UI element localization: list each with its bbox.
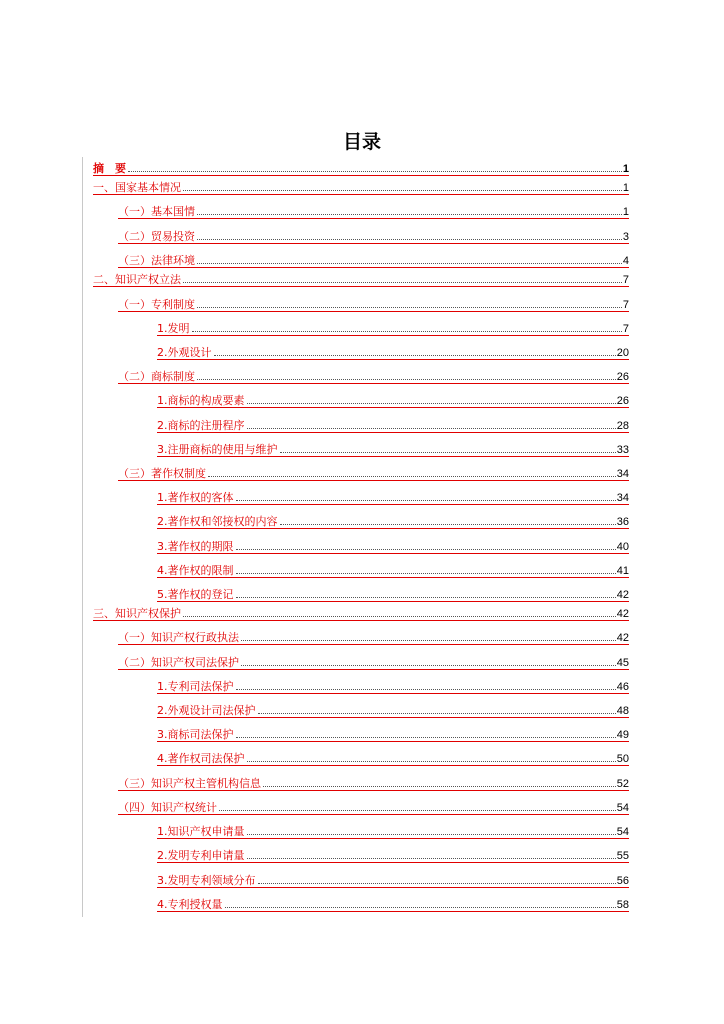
dot-leader [241,665,616,666]
dot-leader [236,573,616,574]
toc-label: （二）贸易投资 [118,230,195,243]
toc-entry-section-1[interactable] [93,180,629,195]
dot-leader [247,761,616,762]
toc-page-number: 4 [622,255,629,267]
toc-label: 2.著作权和邻接权的内容 [157,515,278,528]
toc-page-number: 1 [622,206,629,218]
toc-page-number: 20 [616,347,629,359]
toc-page-number: 52 [616,778,629,790]
toc-entry-2-2[interactable] [118,369,629,384]
dot-leader [197,239,622,240]
toc-entry-3-4-1[interactable] [157,824,629,839]
toc-label: 1.商标的构成要素 [157,394,245,407]
dot-leader [241,640,616,641]
toc-page-number: 34 [616,492,629,504]
dot-leader [183,190,622,191]
dot-leader [197,214,622,215]
toc-page-number: 7 [622,323,629,335]
toc-label: （三）法律环境 [118,254,195,267]
toc-page-number: 58 [616,899,629,911]
toc-label: 5.著作权的登记 [157,588,234,601]
toc-label: 2.商标的注册程序 [157,419,245,432]
toc-entry-3-4-4[interactable] [157,897,629,912]
toc-entry-section-2[interactable] [93,272,629,287]
toc-page-number: 55 [616,850,629,862]
toc-entry-2-3-5[interactable] [157,587,629,602]
toc-page-number: 36 [616,516,629,528]
dot-leader [208,476,616,477]
toc-entry-2-3-1[interactable] [157,490,629,505]
toc-entry-3-1[interactable] [118,630,629,645]
toc-entry-2-3-2[interactable] [157,514,629,529]
toc-label: 4.著作权的限制 [157,564,234,577]
toc-page-number: 42 [616,589,629,601]
toc-entry-abstract[interactable] [93,161,629,176]
toc-entry-2-2-1[interactable] [157,393,629,408]
toc-entry-3-2-3[interactable] [157,727,629,742]
dot-leader [258,713,616,714]
toc-entry-3-4[interactable] [118,800,629,815]
dot-leader [214,355,616,356]
dot-leader [236,737,616,738]
toc-page-number: 1 [622,163,629,175]
toc-page-number: 49 [616,729,629,741]
toc-entry-3-2-1[interactable] [157,679,629,694]
toc-page-number: 3 [622,231,629,243]
toc-label: 4.著作权司法保护 [157,752,245,765]
toc-entry-2-3[interactable] [118,466,629,481]
toc-page-number: 41 [616,565,629,577]
dot-leader [197,307,622,308]
dot-leader [247,428,616,429]
toc-page-number: 42 [616,608,629,620]
toc-label: 1.著作权的客体 [157,491,234,504]
dot-leader [247,834,616,835]
toc-label: 三、知识产权保护 [93,607,181,620]
toc-entry-1-3[interactable] [118,253,629,268]
toc-page-number: 26 [616,395,629,407]
dot-leader [219,810,616,811]
toc-label: 3.著作权的期限 [157,540,234,553]
toc-page-number: 48 [616,705,629,717]
toc-page-number: 7 [622,274,629,286]
dot-leader [183,282,622,283]
toc-page-number: 33 [616,444,629,456]
dot-leader [280,452,616,453]
toc-entry-2-1-1[interactable] [157,321,629,336]
toc-label: 1.知识产权申请量 [157,825,245,838]
toc-entry-2-2-3[interactable] [157,442,629,457]
toc-label: （三）知识产权主管机构信息 [118,777,261,790]
toc-entry-section-3[interactable] [93,606,629,621]
toc-page-number: 54 [616,802,629,814]
toc-page-number: 46 [616,681,629,693]
toc-label: （一）专利制度 [118,298,195,311]
toc-entry-2-3-3[interactable] [157,539,629,554]
toc-label: 一、国家基本情况 [93,181,181,194]
toc-label: 2.外观设计司法保护 [157,704,256,717]
toc-label: 3.注册商标的使用与维护 [157,443,278,456]
toc-entry-3-4-2[interactable] [157,848,629,863]
dot-leader [197,263,622,264]
toc-label: 1.专利司法保护 [157,680,234,693]
dot-leader [280,524,616,525]
toc-label: 4.专利授权量 [157,898,223,911]
toc-label: 2.发明专利申请量 [157,849,245,862]
toc-label: （一）知识产权行政执法 [118,631,239,644]
toc-label: 1.发明 [157,322,190,335]
toc-label: （二）知识产权司法保护 [118,656,239,669]
toc-entry-1-1[interactable] [118,204,629,219]
toc-page-number: 42 [616,632,629,644]
toc-label: （四）知识产权统计 [118,801,217,814]
toc-entry-2-3-4[interactable] [157,563,629,578]
dot-leader [236,689,616,690]
page-title: 目录 [342,131,381,153]
toc-page-number: 54 [616,826,629,838]
toc-entry-2-1-2[interactable] [157,345,629,360]
toc-entry-3-4-3[interactable] [157,873,629,888]
toc-page-number: 50 [616,753,629,765]
toc-page-number: 28 [616,420,629,432]
toc-label: 摘 要 [93,162,126,175]
dot-leader [247,403,616,404]
toc-entry-1-2[interactable] [118,229,629,244]
toc-page-number: 7 [622,299,629,311]
dot-leader [225,907,616,908]
dot-leader [192,331,622,332]
toc-entry-3-2-4[interactable] [157,751,629,766]
toc-page-number: 40 [616,541,629,553]
toc-entry-3-2[interactable] [118,655,629,670]
dot-leader [247,858,616,859]
toc-page-number: 45 [616,657,629,669]
toc-label: 3.商标司法保护 [157,728,234,741]
dot-leader [128,171,622,172]
toc-label: （一）基本国情 [118,205,195,218]
toc-label: （三）著作权制度 [118,467,206,480]
dot-leader [183,616,616,617]
toc-label: 2.外观设计 [157,346,212,359]
toc-entry-2-1[interactable] [118,297,629,312]
dot-leader [236,597,616,598]
dot-leader [258,883,616,884]
toc-page-number: 56 [616,875,629,887]
dot-leader [236,500,616,501]
toc-label: 3.发明专利领域分布 [157,874,256,887]
toc-label: 二、知识产权立法 [93,273,181,286]
toc-page-number: 34 [616,468,629,480]
toc-page-number: 1 [622,182,629,194]
dot-leader [263,786,616,787]
toc-entry-3-2-2[interactable] [157,703,629,718]
toc-label: （二）商标制度 [118,370,195,383]
dot-leader [236,549,616,550]
dot-leader [197,379,616,380]
toc-entry-2-2-2[interactable] [157,418,629,433]
toc-page-number: 26 [616,371,629,383]
toc-entry-3-3[interactable] [118,776,629,791]
